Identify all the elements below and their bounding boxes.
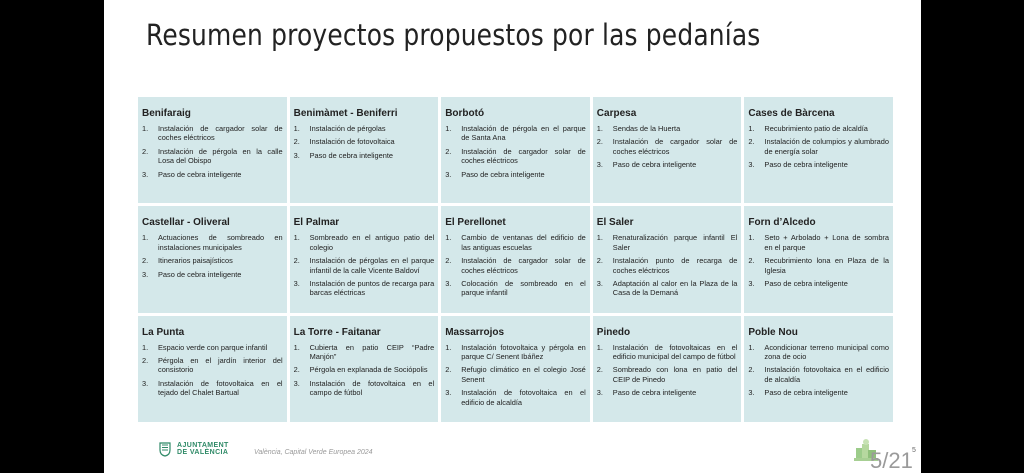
project-list — [597, 124, 738, 170]
item-number: 1. — [293, 342, 300, 352]
pedania-card — [441, 97, 590, 203]
project-text: Actuaciones de sombreado en instalaciones municipales — [158, 233, 283, 252]
project-list — [445, 124, 586, 179]
project-text: Sombreado en el antiguo patio del colegio — [309, 233, 435, 252]
item-number: 3. — [293, 278, 300, 288]
project-item — [597, 137, 738, 156]
project-text: Paso de cebra inteligente — [158, 269, 242, 279]
item-number: 1. — [445, 233, 452, 243]
item-number: 1. — [596, 342, 603, 352]
item-number: 2. — [293, 365, 300, 375]
project-item — [748, 343, 889, 362]
project-text: Recubrimiento patio de alcaldía — [764, 124, 868, 133]
item-number: 2. — [748, 365, 755, 375]
project-text: Instalación de fotovoltaica en el edificio de alcaldía — [461, 388, 586, 407]
pedania-name: La Torre - Faitanar — [293, 326, 381, 338]
pedania-card — [593, 206, 742, 312]
pedania-name: Poble Nou — [748, 326, 798, 338]
project-text: Instalación de pérgolas en el parque infantil de la calle Vicente Baldoví — [309, 256, 435, 275]
project-list — [142, 124, 283, 179]
pedania-card — [290, 206, 439, 312]
item-number: 1. — [748, 124, 755, 133]
project-list — [294, 233, 435, 297]
pedania-name: El Perellonet — [445, 217, 506, 229]
project-list — [748, 233, 889, 288]
item-number: 3. — [596, 388, 603, 398]
project-item — [597, 124, 738, 133]
project-text: Cambio de ventanas del edificio de las antiguas escuelas — [461, 233, 586, 252]
project-text: Instalación de cargador solar de coches eléctricos — [612, 137, 738, 156]
pedania-card — [290, 97, 439, 203]
project-item — [142, 356, 283, 375]
item-number: 3. — [142, 169, 149, 179]
pedania-card — [441, 206, 590, 312]
project-text: Instalación de fotovoltaica en el tejado del Chalet Bartual — [158, 378, 283, 398]
pedania-name: Benifaraig — [142, 108, 191, 119]
item-number: 2. — [293, 256, 300, 266]
project-item — [597, 343, 738, 362]
item-number: 1. — [748, 233, 755, 243]
project-item — [294, 151, 435, 160]
project-text: Seto + Arbolado + Lona de sombra en el parque — [764, 233, 889, 252]
project-text: Renaturalización parque infantil El Saler — [612, 233, 738, 252]
logo-line-1: AJUNTAMENT — [177, 441, 229, 449]
project-item — [294, 124, 435, 133]
item-number: 2. — [445, 146, 452, 156]
pedania-card — [138, 316, 287, 422]
pedania-card — [138, 97, 287, 203]
project-text: Paso de cebra inteligente — [764, 388, 848, 398]
pedania-name: Castellar - Oliveral — [142, 217, 230, 229]
project-text: Itinerarios paisajísticos — [158, 256, 233, 266]
project-list — [748, 343, 889, 398]
project-item — [445, 124, 586, 143]
project-item — [294, 379, 435, 398]
item-number: 2. — [142, 146, 149, 156]
item-number: 3. — [748, 278, 755, 288]
pedania-name: Borbotó — [445, 108, 485, 119]
pedania-card — [744, 206, 893, 312]
project-list — [142, 233, 283, 279]
project-text: Instalación punto de recarga de coches eléctricos — [612, 256, 738, 275]
project-text: Sombreado con lona en patio del CEIP de Pinedo — [612, 365, 738, 384]
project-text: Paso de cebra inteligente — [612, 160, 697, 170]
project-item — [294, 365, 435, 374]
project-item — [597, 256, 738, 275]
item-number: 3. — [748, 160, 755, 170]
item-number: 1. — [445, 124, 452, 133]
project-text: Paso de cebra inteligente — [461, 169, 545, 179]
project-text: Instalación de cargador solar de coches eléctricos — [461, 146, 586, 166]
item-number: 2. — [293, 137, 300, 147]
item-number: 1. — [142, 124, 149, 133]
project-item — [142, 124, 283, 143]
project-item — [748, 365, 889, 384]
project-list — [445, 233, 586, 297]
item-number: 1. — [142, 342, 149, 352]
item-number: 3. — [142, 269, 149, 279]
project-item — [748, 233, 889, 252]
project-item — [445, 388, 586, 407]
project-list — [445, 343, 586, 407]
project-item — [748, 388, 889, 397]
item-number: 3. — [445, 388, 452, 398]
project-text: Paso de cebra inteligente — [612, 388, 697, 398]
project-item — [597, 388, 738, 397]
project-text: Instalación fotovoltaica y pérgola en parque C/ Senent Ibáñez — [461, 342, 586, 362]
logo-line-2: DE VALÈNCIA — [177, 449, 229, 456]
project-text: Colocación de sombreado en el parque infantil — [461, 278, 586, 298]
project-item — [597, 279, 738, 298]
pedania-name: La Punta — [142, 326, 185, 338]
item-number: 3. — [596, 278, 603, 288]
project-list — [748, 124, 889, 170]
project-text: Pérgola en explanada de Sociópolis — [309, 365, 428, 375]
pedania-name: El Saler — [596, 217, 634, 229]
project-text: Recubrimiento lona en Plaza de la Iglesia — [764, 256, 889, 275]
ajuntament-logo — [158, 441, 229, 457]
project-list — [142, 343, 283, 398]
pedanias-grid — [138, 97, 893, 422]
project-item — [142, 343, 283, 352]
project-text: Paso de cebra inteligente — [309, 150, 394, 160]
pedania-name: Cases de Bàrcena — [748, 108, 835, 119]
pedania-card — [744, 316, 893, 422]
footer-caption: València, Capital Verde Europea 2024 — [254, 449, 373, 456]
item-number: 2. — [445, 256, 452, 266]
project-text: Espacio verde con parque infantil — [158, 342, 268, 352]
project-item — [748, 256, 889, 275]
pedania-name: Benimàmet - Beniferri — [293, 108, 398, 119]
project-item — [142, 233, 283, 252]
item-number: 2. — [748, 256, 755, 266]
item-number: 1. — [293, 124, 300, 133]
project-list — [597, 233, 738, 297]
project-item — [597, 365, 738, 384]
item-number: 2. — [748, 137, 755, 147]
project-item — [445, 233, 586, 252]
project-item — [294, 256, 435, 275]
item-number: 3. — [445, 169, 452, 179]
item-number: 1. — [748, 342, 755, 352]
project-text: Refugio climático en el colegio José Senent — [461, 365, 586, 384]
pedania-name: Pinedo — [596, 326, 631, 338]
project-item — [445, 170, 586, 179]
project-text: Instalación fotovoltaica en el edificio de alcaldía — [764, 365, 889, 384]
item-number: 2. — [142, 256, 149, 266]
project-item — [142, 379, 283, 398]
project-item — [294, 137, 435, 146]
pedania-card — [138, 206, 287, 312]
project-item — [142, 147, 283, 166]
item-number: 1. — [293, 233, 300, 243]
item-number: 2. — [445, 365, 452, 375]
item-number: 2. — [142, 356, 149, 366]
project-item — [445, 279, 586, 298]
project-text: Instalación de cargador solar de coches eléctricos — [461, 256, 586, 275]
item-number: 3. — [748, 388, 755, 398]
item-number: 2. — [596, 365, 603, 375]
project-item — [445, 343, 586, 362]
project-text: Paso de cebra inteligente — [764, 160, 848, 170]
project-item — [597, 160, 738, 169]
item-number: 1. — [445, 342, 452, 352]
project-item — [748, 160, 889, 169]
item-number: 3. — [445, 278, 452, 288]
project-text: Instalación de fotovoltaica en el campo de fútbol — [309, 378, 435, 398]
project-text: Paso de cebra inteligente — [764, 278, 848, 288]
page-number-small: 5 — [912, 447, 916, 454]
item-number: 3. — [293, 150, 300, 160]
project-item — [445, 256, 586, 275]
project-text: Instalación de pérgolas — [309, 124, 386, 133]
pedania-card — [593, 316, 742, 422]
project-text: Instalación de fotovoltaicas en el edificio municipal del campo de fútbol — [612, 342, 738, 362]
project-item — [294, 233, 435, 252]
city-crest-icon — [158, 441, 172, 457]
project-text: Cubierta en patio CEIP “Padre Manjón” — [309, 342, 435, 362]
item-number: 1. — [596, 233, 603, 243]
pedania-card — [593, 97, 742, 203]
project-item — [142, 170, 283, 179]
project-text: Instalación de columpios y alumbrado de energía solar — [764, 137, 889, 156]
project-item — [445, 365, 586, 384]
project-text: Sendas de la Huerta — [612, 124, 681, 133]
project-list — [294, 343, 435, 398]
item-number: 3. — [596, 160, 603, 170]
project-list — [294, 124, 435, 160]
project-text: Instalación de pérgola en el parque de Santa Ana — [461, 124, 586, 143]
project-item — [294, 343, 435, 362]
item-number: 3. — [142, 378, 149, 388]
project-text: Instalación de fotovoltaica — [309, 137, 395, 147]
project-item — [748, 124, 889, 133]
project-text: Instalación de puntos de recarga para barcas eléctricas — [309, 278, 435, 298]
project-item — [142, 256, 283, 265]
item-number: 2. — [596, 256, 603, 266]
item-number: 1. — [142, 233, 149, 243]
project-item — [294, 279, 435, 298]
slide — [104, 0, 921, 473]
pedania-card — [290, 316, 439, 422]
project-text: Pérgola en el jardín interior del consistorio — [158, 356, 283, 375]
project-text: Instalación de cargador solar de coches eléctricos — [158, 124, 283, 143]
pedania-card — [441, 316, 590, 422]
pedania-name: Carpesa — [596, 108, 637, 119]
project-item — [142, 270, 283, 279]
project-text: Adaptación al calor en la Plaza de la Casa de la Demaná — [612, 278, 738, 298]
project-list — [597, 343, 738, 398]
item-number: 3. — [293, 378, 300, 388]
project-text: Acondicionar terreno municipal como zona de ocio — [764, 342, 889, 362]
project-text: Paso de cebra inteligente — [158, 169, 242, 179]
page-title: Resumen proyectos propuestos por las pedanías — [146, 18, 761, 52]
project-item — [748, 279, 889, 288]
item-number: 1. — [596, 124, 603, 133]
item-number: 2. — [596, 137, 603, 147]
project-item — [597, 233, 738, 252]
pedania-name: El Palmar — [293, 217, 340, 229]
pedania-card — [744, 97, 893, 203]
project-item — [748, 137, 889, 156]
page-number: 5/21 — [870, 448, 913, 473]
project-item — [445, 147, 586, 166]
pedania-name: Massarrojos — [445, 326, 505, 338]
pedania-name: Forn d’Alcedo — [748, 217, 816, 229]
project-text: Instalación de pérgola en la calle Losa del Obispo — [158, 146, 283, 166]
